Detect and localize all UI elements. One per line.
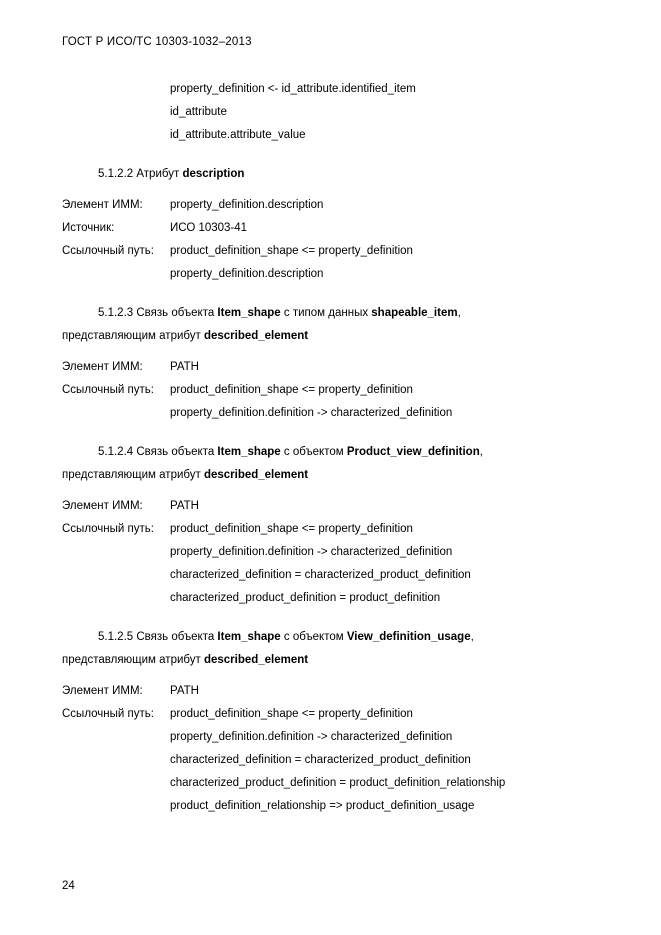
field-label: Ссылочный путь: (62, 384, 154, 396)
heading-text-bold: described_element (203, 330, 309, 342)
path-line: characterized_product_definition = product_definition (170, 592, 441, 604)
field-label: Ссылочный путь: (62, 708, 154, 720)
path-line: property_definition.definition -> characterized_definition (170, 407, 453, 419)
field-value: product_definition_shape <= property_definition (170, 384, 413, 396)
field-value: PATH (170, 500, 199, 512)
field-value: ИСО 10303-41 (170, 222, 248, 234)
path-line: characterized_definition = characterized_product_definition (170, 754, 471, 766)
path-line: id_attribute.attribute_value (170, 129, 306, 141)
field-label: Ссылочный путь: (62, 523, 154, 535)
path-line: property_definition <- id_attribute.identified_item (170, 83, 416, 95)
field-row (62, 495, 602, 518)
section-heading-text: Связь объекта Item_shape с типом данных shapeable_item, (136, 307, 461, 319)
path-line: characterized_product_definition = product_definition_relationship (170, 777, 506, 789)
field-row (62, 379, 602, 402)
field-label: Элемент ИММ: (62, 361, 143, 373)
section-number: 5.1.2.5 (98, 631, 134, 643)
heading-text: представляющим атрибут (62, 330, 204, 342)
field-value: PATH (170, 685, 199, 697)
path-line: property_definition.definition -> characterized_definition (170, 546, 453, 558)
section-heading-5-1-2-3-line2 (62, 325, 602, 348)
section-number: 5.1.2.4 (98, 446, 134, 458)
section-heading-text: Связь объекта Item_shape с объектом Product_view_definition, (136, 446, 483, 458)
path-line: property_definition.description (170, 268, 324, 280)
field-row (62, 703, 602, 726)
path-line: property_definition.definition -> characterized_definition (170, 731, 453, 743)
field-row (62, 518, 602, 541)
field-label: Элемент ИММ: (62, 199, 143, 211)
field-row (62, 217, 602, 240)
field-value: PATH (170, 361, 199, 373)
path-line: id_attribute (170, 106, 227, 118)
section-heading-5-1-2-5-line2 (62, 649, 602, 672)
section-heading-5-1-2-4 (98, 441, 602, 464)
section-heading-5-1-2-4-line2 (62, 464, 602, 487)
section-number: 5.1.2.2 (98, 168, 134, 180)
field-row (62, 240, 602, 263)
page-content (62, 78, 602, 818)
heading-text-bold: described_element (203, 654, 309, 666)
field-row (62, 194, 602, 217)
section-title-prefix: Атрибут (136, 168, 183, 180)
field-row (62, 680, 602, 703)
section-number: 5.1.2.3 (98, 307, 134, 319)
section-title-bold: description (182, 168, 245, 180)
heading-text: представляющим атрибут (62, 654, 204, 666)
section-heading-text: Связь объекта Item_shape с объектом View_definition_usage, (136, 631, 474, 643)
field-value: product_definition_shape <= property_definition (170, 523, 413, 535)
field-value: product_definition_shape <= property_definition (170, 245, 413, 257)
field-label: Ссылочный путь: (62, 245, 154, 257)
page-header: ГОСТ Р ИСО/ТС 10303-1032–2013 (62, 36, 252, 48)
heading-text: представляющим атрибут (62, 469, 204, 481)
path-line: characterized_definition = characterized_product_definition (170, 569, 471, 581)
section-heading-5-1-2-3 (98, 302, 602, 325)
field-label: Источник: (62, 222, 115, 234)
page-number: 24 (62, 880, 75, 892)
path-block-continued (62, 78, 602, 147)
field-label: Элемент ИММ: (62, 500, 143, 512)
section-heading-5-1-2-5 (98, 626, 602, 649)
section-heading-5-1-2-2 (98, 163, 602, 186)
field-label: Элемент ИММ: (62, 685, 143, 697)
field-value: property_definition.description (170, 199, 324, 211)
heading-text-bold: described_element (203, 469, 309, 481)
field-value: product_definition_shape <= property_definition (170, 708, 413, 720)
path-line: product_definition_relationship => product_definition_usage (170, 800, 475, 812)
field-row (62, 356, 602, 379)
